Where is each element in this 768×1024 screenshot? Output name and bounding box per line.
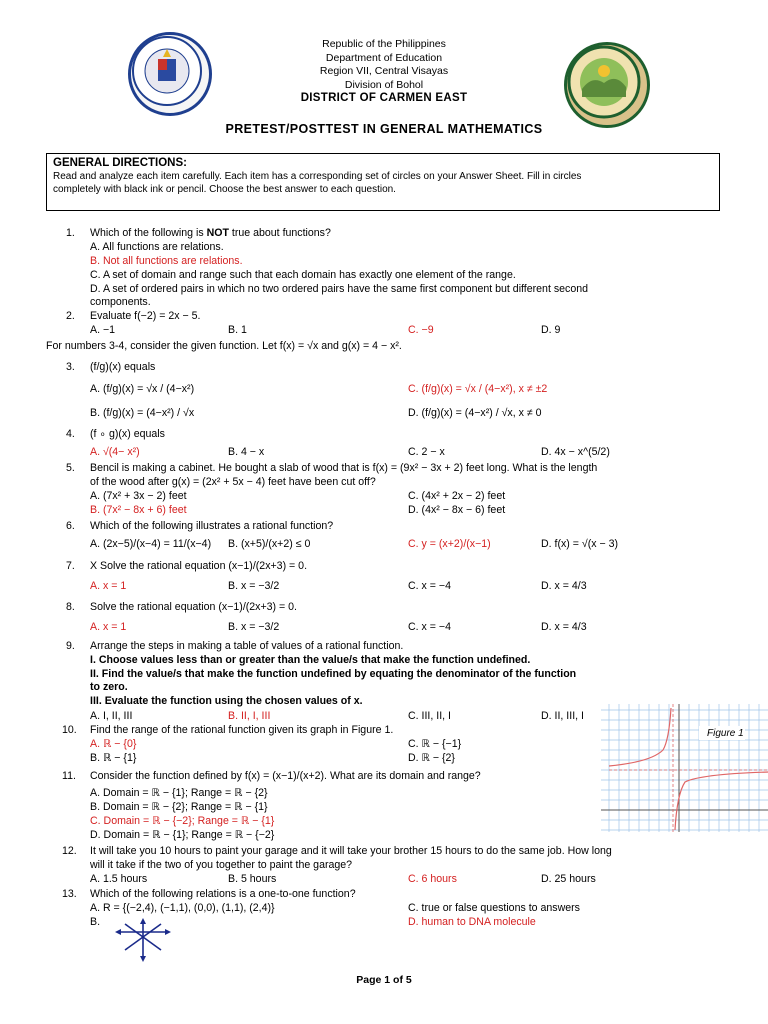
- q12-option-b: B. 5 hours: [228, 873, 277, 885]
- q4-stem: (f ∘ g)(x) equals: [90, 428, 165, 440]
- q9-option-d: D. II, III, I: [541, 710, 584, 722]
- q7-option-d: D. x = 4/3: [541, 580, 587, 592]
- q4-option-a-answer: A. √(4− x²): [90, 446, 140, 458]
- q9-step-2-cont: to zero.: [90, 681, 128, 693]
- q3-option-d: D. (f/g)(x) = (4−x²) / √x, x ≠ 0: [408, 407, 542, 419]
- q9-step-3: III. Evaluate the function using the chosen values of x.: [90, 695, 363, 707]
- q9-step-2: II. Find the value/s that make the function undefined by equating the denominator of the function: [90, 668, 577, 680]
- q11-number: 11.: [62, 770, 76, 782]
- figure-1-graph: [601, 704, 768, 834]
- q5-option-b-answer: B. (7x² − 8x + 6) feet: [90, 504, 187, 516]
- q1-stem-emphasis: NOT: [206, 227, 229, 239]
- q1-number: 1.: [66, 227, 75, 239]
- q5-option-c: C. (4x² + 2x − 2) feet: [408, 490, 506, 502]
- q4-option-b: B. 4 − x: [228, 446, 265, 458]
- q3-option-b: B. (f/g)(x) = (4−x²) / √x: [90, 407, 195, 419]
- q6-option-b: B. (x+5)/(x+2) ≤ 0: [228, 538, 311, 550]
- header-line-region: Region VII, Central Visayas: [319, 65, 449, 77]
- q2-number: 2.: [66, 310, 75, 322]
- q13-option-c: C. true or false questions to answers: [408, 902, 580, 914]
- q3-option-c-answer: C. (f/g)(x) = √x / (4−x²), x ≠ ±2: [408, 383, 548, 395]
- q2-option-c-answer: C. −9: [408, 324, 434, 336]
- q13-option-a: A. R = {(−2,4), (−1,1), (0,0), (1,1), (2,4)}: [90, 902, 275, 914]
- q1-option-d-cont: components.: [90, 296, 151, 308]
- q8-number: 8.: [66, 601, 75, 613]
- q9-step-1: I. Choose values less than or greater than the value/s that make the function undefined.: [90, 654, 531, 666]
- q4-option-d: D. 4x − x^(5/2): [541, 446, 610, 458]
- q13-stem: Which of the following relations is a one-to-one function?: [90, 888, 356, 900]
- q1-stem-text: Which of the following is: [90, 227, 207, 239]
- q10-stem: Find the range of the rational function given its graph in Figure 1.: [90, 724, 394, 736]
- header-district: DISTRICT OF CARMEN EAST: [300, 92, 468, 104]
- q2-option-d: D. 9: [541, 324, 561, 336]
- q7-option-b: B. x = −3/2: [228, 580, 280, 592]
- q2-option-a: A. −1: [90, 324, 116, 336]
- q12-stem-cont: will it take if the two of you together to paint the garage?: [90, 859, 353, 871]
- q11-stem: Consider the function defined by f(x) = (x−1)/(x+2). What are its domain and range?: [90, 770, 481, 782]
- q8-option-c: C. x = −4: [408, 621, 451, 633]
- q2-option-b: B. 1: [228, 324, 247, 336]
- q6-number: 6.: [66, 520, 75, 532]
- test-title: PRETEST/POSTTEST IN GENERAL MATHEMATICS: [225, 122, 543, 136]
- q12-option-d: D. 25 hours: [541, 873, 596, 885]
- q8-option-b: B. x = −3/2: [228, 621, 280, 633]
- q5-number: 5.: [66, 462, 75, 474]
- q12-option-a: A. 1.5 hours: [90, 873, 148, 885]
- q12-stem: It will take you 10 hours to paint your garage and it will take your brother 15 hours to do the same job. How long: [90, 845, 612, 857]
- q3-option-a: A. (f/g)(x) = √x / (4−x²): [90, 383, 195, 395]
- q1-option-c: C. A set of domain and range such that each domain has exactly one element of the range.: [90, 269, 516, 281]
- header-line-division: Division of Bohol: [344, 78, 424, 91]
- header-line-republic: Republic of the Philippines: [322, 38, 446, 50]
- header-line-department: Department of Education: [325, 51, 443, 64]
- q13-number: 13.: [62, 888, 77, 900]
- letterhead: [0, 38, 768, 106]
- q7-option-c: C. x = −4: [408, 580, 451, 592]
- q8-option-a-answer: A. x = 1: [90, 621, 127, 633]
- page-footer: Page 1 of 5: [356, 974, 412, 986]
- directions-text-line2: completely with black ink or pencil. Choose the best answer to each question.: [53, 184, 396, 195]
- q11-option-a: A. Domain = ℝ − {1}; Range = ℝ − {2}: [90, 787, 268, 799]
- general-directions-box: [46, 153, 720, 211]
- q7-stem: X Solve the rational equation (x−1)/(2x+3) = 0.: [90, 560, 308, 572]
- q10-number: 10.: [62, 724, 77, 736]
- q10-option-d: D. ℝ − {2}: [408, 752, 455, 764]
- q7-number: 7.: [66, 560, 75, 572]
- q1-option-b-answer: B. Not all functions are relations.: [90, 255, 243, 267]
- q1-stem-text-end: true about functions?: [228, 227, 331, 239]
- q2-stem: Evaluate f(−2) = 2x − 5.: [90, 310, 201, 322]
- q1-option-d: D. A set of ordered pairs in which no two ordered pairs have the same first component but different second: [90, 283, 588, 295]
- q4-option-c: C. 2 − x: [408, 446, 445, 458]
- q5-option-a: A. (7x² + 3x − 2) feet: [90, 490, 187, 502]
- directions-text-line1: Read and analyze each item carefully. Each item has a corresponding set of circles on your Answer Sheet. Fill in circles: [53, 171, 582, 182]
- q11-option-d: D. Domain = ℝ − {1}; Range = ℝ − {−2}: [90, 829, 275, 841]
- q3-stem: (f/g)(x) equals: [90, 361, 156, 373]
- q9-option-c: C. III, II, I: [408, 710, 451, 722]
- q12-number: 12.: [62, 845, 77, 857]
- q9-option-b-answer: B. II, I, III: [228, 710, 271, 722]
- q6-option-c-answer: C. y = (x+2)/(x−1): [408, 538, 491, 550]
- q10-option-b: B. ℝ − {1}: [90, 752, 137, 764]
- figure-1-label: Figure 1: [707, 728, 744, 739]
- q4-number: 4.: [66, 428, 75, 440]
- q6-stem: Which of the following illustrates a rational function?: [90, 520, 334, 532]
- q5-stem-cont: of the wood after g(x) = (2x² + 5x − 4) feet have been cut off?: [90, 476, 376, 488]
- q3-number: 3.: [66, 361, 75, 373]
- q12-option-c-answer: C. 6 hours: [408, 873, 457, 885]
- q7-option-a-answer: A. x = 1: [90, 580, 127, 592]
- q13-option-d-answer: D. human to DNA molecule: [408, 916, 536, 928]
- q10-option-a-answer: A. ℝ − {0}: [90, 738, 137, 750]
- q8-stem: Solve the rational equation (x−1)/(2x+3) = 0.: [90, 601, 297, 613]
- q13-mapping-arrows-icon: [113, 918, 173, 962]
- q10-option-c: C. ℝ − {−1}: [408, 738, 462, 750]
- q11-option-c-answer: C. Domain = ℝ − {−2}; Range = ℝ − {1}: [90, 815, 275, 827]
- q6-option-d: D. f(x) = √(x − 3): [541, 538, 619, 550]
- instruction-3-4: For numbers 3-4, consider the given function. Let f(x) = √x and g(x) = 4 − x².: [46, 340, 402, 352]
- q1-stem: [90, 227, 331, 241]
- q13-option-b: B.: [90, 916, 101, 928]
- q5-option-d: D. (4x² − 8x − 6) feet: [408, 504, 506, 516]
- q9-number: 9.: [66, 640, 75, 652]
- directions-heading: GENERAL DIRECTIONS:: [53, 157, 187, 169]
- q6-option-a: A. (2x−5)/(x−4) = 11/(x−4): [90, 538, 212, 550]
- q5-stem: Bencil is making a cabinet. He bought a slab of wood that is f(x) = (9x² − 3x + 2) feet long. What is the length: [90, 462, 598, 474]
- q8-option-d: D. x = 4/3: [541, 621, 587, 633]
- q9-option-a: A. I, II, III: [90, 710, 133, 722]
- q1-option-a: A. All functions are relations.: [90, 241, 224, 253]
- q9-stem: Arrange the steps in making a table of values of a rational function.: [90, 640, 404, 652]
- q11-option-b: B. Domain = ℝ − {2}; Range = ℝ − {1}: [90, 801, 268, 813]
